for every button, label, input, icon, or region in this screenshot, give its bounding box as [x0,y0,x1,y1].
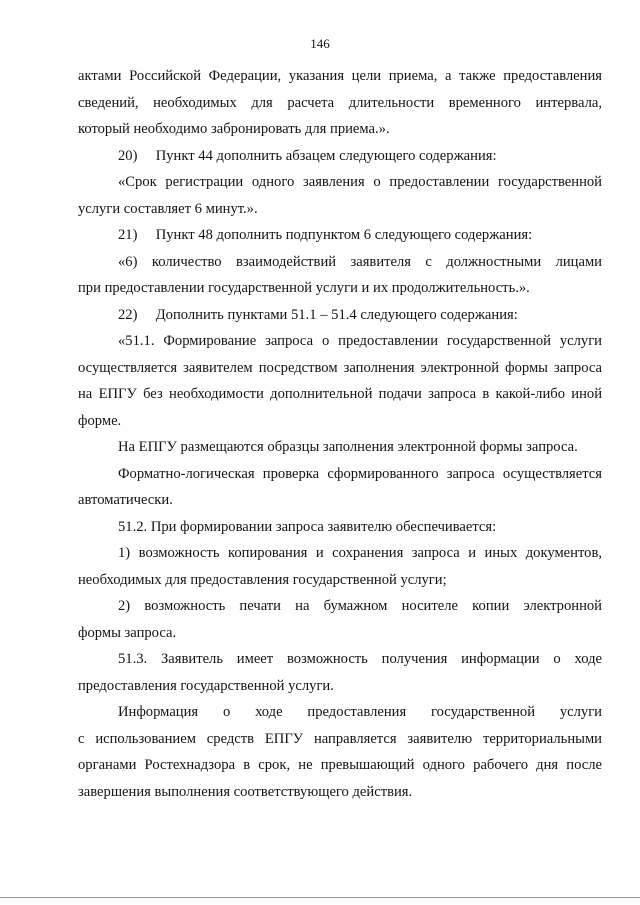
scan-edge-divider [0,897,640,898]
text-line: который необходимо забронировать для приема.». [78,121,390,137]
text-line: с использованием средств ЕПГУ направляется заявителю территориальными [78,730,602,747]
text-line: сведений, необходимых для расчета длительности временного интервала, [78,94,602,111]
text-line: осуществляется заявителем посредством заполнения электронной формы запроса [78,359,602,376]
text-line: необходимых для предоставления государственной услуги; [78,571,447,588]
text-line: «6) количество взаимодействий заявителя с должностными лицами [118,253,602,270]
paragraph [78,461,602,514]
text-line: автоматически. [78,492,173,508]
item-number: 20) [118,147,138,164]
text-line: органами Ростехнадзора в срок, не превышающий одного рабочего дня после [78,757,602,773]
paragraph [78,646,602,699]
item-number: 21) [118,227,138,243]
document-body [78,63,602,805]
paragraph [78,699,602,805]
item-text: Пункт 48 дополнить подпунктом 6 следующего содержания: [155,227,533,243]
text-line: актами Российской Федерации, указания цели приема, а также предоставления [78,68,602,84]
text-line: Информация о ходе предоставления государственной услуги [118,704,602,720]
list-item-22 [78,302,602,329]
paragraph [78,328,602,434]
paragraph [78,249,602,302]
text-line: 51.3. Заявитель имеет возможность получения информации о ходе [118,651,602,667]
text-line: Форматно-логическая проверка сформированного запроса осуществляется [118,465,602,482]
text-line: предоставления государственной услуги. [78,677,334,694]
item-text: Дополнить пунктами 51.1 – 51.4 следующего содержания: [155,306,518,323]
text-line: услуги составляет 6 минут.». [78,200,258,217]
text-line: «51.1. Формирование запроса о предоставлении государственной услуги [118,333,602,349]
text-line: формы запроса. [78,624,177,641]
item-number: 22) [118,306,138,323]
item-text: Пункт 44 дополнить абзацем следующего содержания: [155,147,497,164]
paragraph [78,169,602,222]
text-line: 1) возможность копирования и сохранения запроса и иных документов, [118,545,602,561]
paragraph [78,434,602,461]
paragraph [78,514,602,541]
text-line: завершения выполнения соответствующего действия. [78,783,413,800]
text-line: 2) возможность печати на бумажном носителе копии электронной [118,598,602,614]
paragraph [78,540,602,593]
text-line: форме. [78,412,122,429]
text-line: 51.2. При формировании запроса заявителю обеспечивается: [118,518,497,535]
paragraph [78,63,602,143]
text-line: На ЕПГУ размещаются образцы заполнения электронной формы запроса. [118,439,578,455]
list-item-21 [78,222,602,249]
paragraph [78,593,602,646]
list-item-20 [78,143,602,170]
text-line: при предоставлении государственной услуги и их продолжительность.». [78,280,530,296]
text-line: «Срок регистрации одного заявления о предоставлении государственной [118,174,602,190]
page-number: 146 [310,36,330,51]
text-line: на ЕПГУ без необходимости дополнительной подачи запроса в какой-либо иной [78,386,602,402]
